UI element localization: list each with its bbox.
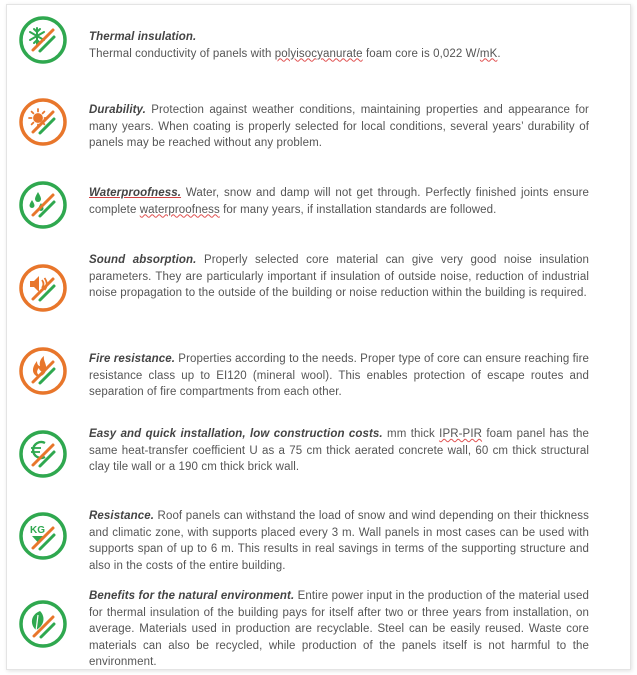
water-drops-icon	[18, 180, 68, 230]
document-page	[6, 4, 631, 670]
feature-title: Resistance.	[89, 510, 155, 522]
feature-text: Durability. Protection against weather conditions, maintaining properties and appearance for many years. When coating is properly selected for local conditions, several years’ durability of panels may be reached without any problem.	[89, 104, 589, 150]
leaf-icon	[18, 599, 68, 649]
feature-text: Fire resistance. Properties according to the needs. Proper type of core can ensure reaching fire resistance class up to EI120 (mineral wool). This enables protection of escape routes and separation of fire compartments from each other.	[89, 353, 589, 399]
feature-title: Benefits for the natural environment.	[89, 590, 295, 602]
feature-text: Waterproofness. Water, snow and damp will not get through. Perfectly finished joints ensure complete waterproofness for many years, if installation standards are followed.	[89, 187, 589, 216]
feature-text: Thermal insulation. Thermal conductivity of panels with polyisocyanurate foam core is 0,022 W/mK.	[89, 31, 501, 60]
feature-title: Fire resistance.	[89, 353, 175, 365]
feature-title: Easy and quick installation, low construction costs.	[89, 428, 383, 440]
speaker-icon	[18, 263, 68, 313]
feature-text: Easy and quick installation, low construction costs. mm thick IPR-PIR foam panel has the same heat-transfer coefficient U as a 75 cm thick aerated concrete wall, 60 cm thick structural clay tile wall or a 190 cm thick brick wall.	[89, 428, 589, 474]
feature-title: Waterproofness.	[89, 187, 182, 199]
feature-text: Benefits for the natural environment. Entire power input in the production of the material used for thermal insulation of the building pays for itself after two or three years from installation, on average. Materials used in production are recyclable. Steel can be easily reused. Waste core materials can also be recycled, while production of the panels itself is not harmful to the environment.	[89, 590, 590, 669]
svg-text:KG: KG	[30, 525, 45, 536]
weight-kg-icon	[18, 511, 68, 561]
snowflake-icon	[18, 15, 68, 65]
sun-icon	[18, 97, 68, 147]
feature-title: Thermal insulation.	[89, 31, 197, 43]
feature-title: Durability.	[89, 104, 146, 116]
feature-text: Resistance. Roof panels can withstand the load of snow and wind depending on their thickness and climatic zone, with supports placed every 3 m. Wall panels in most cases can be used with supports span of up to 6 m. This results in real savings in terms of the supporting structure and also in the costs of the entire building.	[89, 510, 589, 572]
euro-icon	[18, 429, 68, 479]
flame-icon	[18, 346, 68, 396]
feature-title: Sound absorption.	[89, 254, 197, 266]
feature-text: Sound absorption. Properly selected core material can give very good noise insulation parameters. They are particularly important if insulation of outside noise, reduction of industrial noise propagation to the outside of the building or noise reduction within the building is required.	[89, 254, 589, 300]
